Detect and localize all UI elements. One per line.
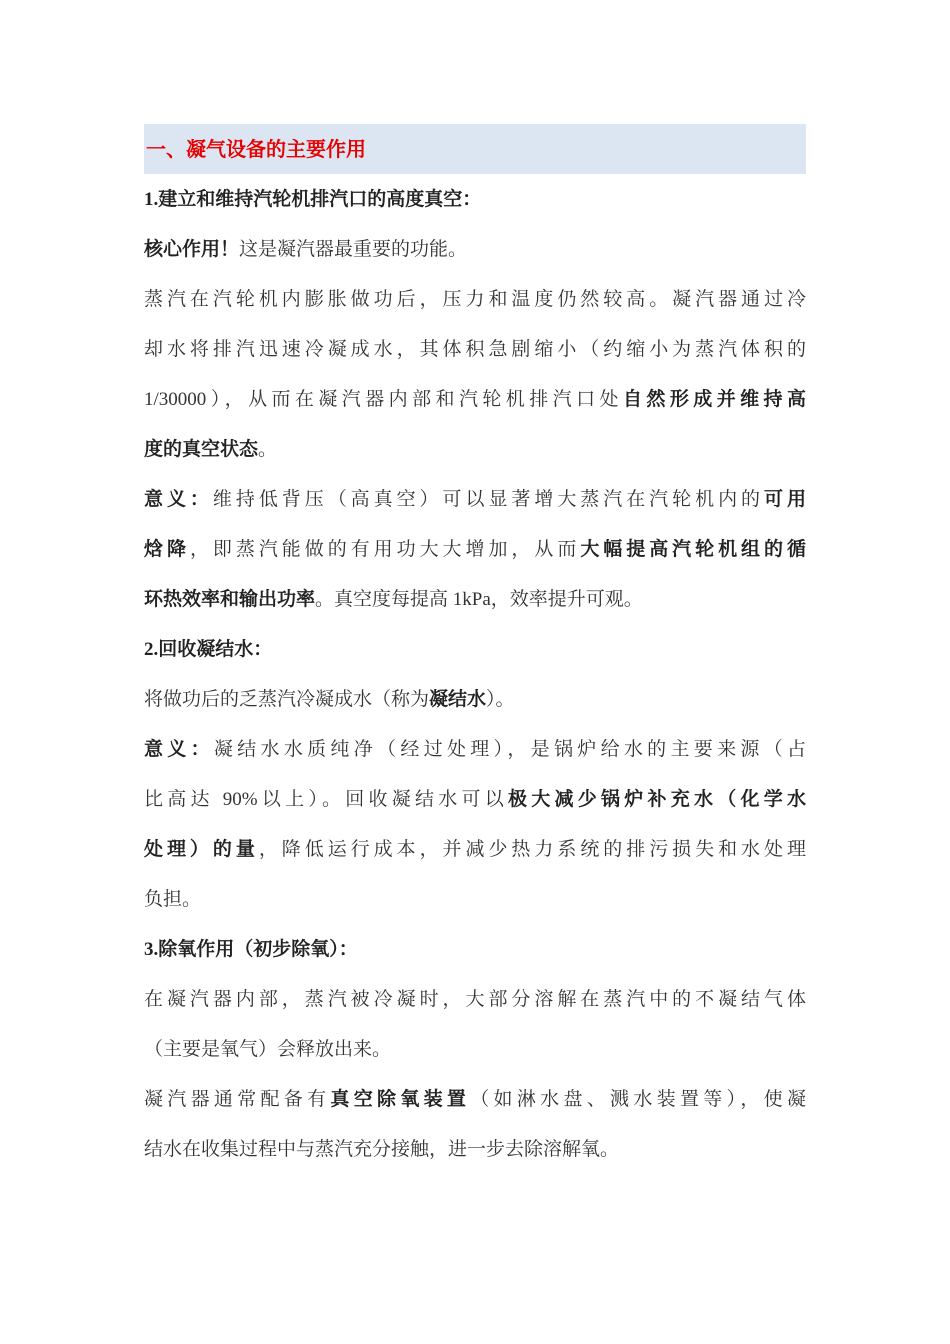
item2-title: 2.回收凝结水：	[144, 638, 273, 660]
item3-paragraph2-line-2: 结水在收集过程中与蒸汽充分接触，进一步去除溶解氧。	[144, 1138, 620, 1160]
item1-paragraph-line-2: 却水将排汽迅速冷凝成水，其体积急剧缩小（约缩小为蒸汽体积的	[144, 338, 806, 360]
section-heading	[144, 124, 806, 174]
item2-meaning-line-4: 负担。	[144, 888, 202, 910]
item2-meaning-line-1: 意义：凝结水水质纯净（经过处理），是锅炉给水的主要来源（占	[144, 738, 806, 760]
item1-meaning-line-3: 环热效率和输出功率。真空度每提高 1kPa，效率提升可观。	[144, 588, 643, 610]
item2-paragraph: 将做功后的乏蒸汽冷凝成水（称为凝结水）。	[144, 688, 515, 710]
item3-paragraph1-line-1: 在凝汽器内部，蒸汽被冷凝时，大部分溶解在蒸汽中的不凝结气体	[144, 988, 806, 1010]
item3-title: 3.除氧作用（初步除氧）：	[144, 938, 358, 960]
item3-paragraph2-line-1: 凝汽器通常配备有真空除氧装置（如淋水盘、溅水装置等），使凝	[144, 1088, 806, 1110]
item1-paragraph-line-1: 蒸汽在汽轮机内膨胀做功后，压力和温度仍然较高。凝汽器通过冷	[144, 288, 806, 310]
item1-core-line: 核心作用！这是凝汽器最重要的功能。	[144, 238, 468, 260]
item1-paragraph-line-4: 度的真空状态。	[144, 438, 278, 460]
item1-title: 1.建立和维持汽轮机排汽口的高度真空：	[144, 188, 482, 210]
item1-paragraph-line-3: 1/30000），从而在凝汽器内部和汽轮机排汽口处自然形成并维持高	[144, 388, 806, 410]
item1-meaning-line-1: 意义：维持低背压（高真空）可以显著增大蒸汽在汽轮机内的可用	[144, 488, 806, 510]
document-body	[144, 124, 806, 1174]
item2-meaning-line-3: 处理）的量，降低运行成本，并减少热力系统的排污损失和水处理	[144, 838, 806, 860]
item2-meaning-line-2: 比高达 90%以上）。回收凝结水可以极大减少锅炉补充水（化学水	[144, 788, 806, 810]
section-title: 一、凝气设备的主要作用	[146, 137, 366, 161]
item1-meaning-line-2: 焓降，即蒸汽能做的有用功大大增加，从而大幅提高汽轮机组的循	[144, 538, 806, 560]
item3-paragraph1-line-2: （主要是氧气）会释放出来。	[144, 1038, 392, 1060]
